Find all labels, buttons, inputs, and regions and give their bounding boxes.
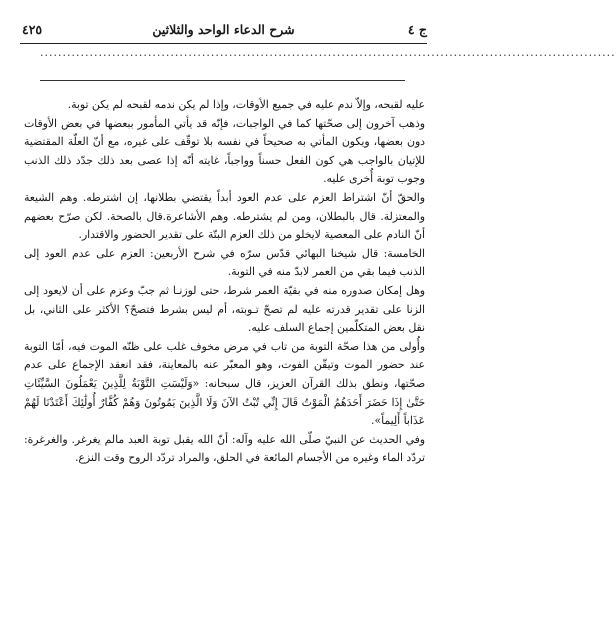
paragraph: وفي الحديث عن النبيّ صلّى الله عليه وآله: أنّ الله يقبل توبة العبد مالم يغرغر. والغرغرة: تردّد الماء وغيره من الأجسام المائعة في الحلق، والمراد تردّد الروح وقت النزع. bbox=[24, 432, 426, 465]
footnote-separator bbox=[40, 80, 405, 81]
paragraph: وهل إمكان صدوره منه في بقيّة العمر شرط، حتى لوزنـا ثم جبّ وعزم على أن لايعود إلى الزنا على تقدير قدرته عليه لم تصحّ تـوبته، أم ليس بشرط فتصحّ؟ الأكثر على الثاني، بل نقل بعض المتكلّمين إجماع السلف عليه. bbox=[24, 283, 425, 335]
body-text bbox=[24, 96, 425, 468]
paragraph: وذهب آخرون إلى صحّتها كما في الواجبات، فإنّه قد يأتي المأمور ببعضها في بعض الأوقات دون بعضها، ويكون المأتي به صحيحاً في نفسه بلا توقّف على غيره، مع أنّ العلّة المقتضية للإتيان بالواجب هي كون الفعل حسناً وواجباً، غايته أنّه إذا عصى بعد ذلك جدّد ذلك الذنب وجوب توبة أُخرى عليه. bbox=[24, 116, 425, 186]
dotted-separator: ................................................................................................................................ bbox=[40, 46, 616, 59]
running-title: شرح الدعاء الواحد والثلاثين bbox=[152, 22, 295, 37]
paragraph: وأُولى من هذا صحّة التوبة من تاب في مرض مخوف غلب على ظنّه الموت فيه، أمّا التوبة عند حضور الموت وتيقّن الفوت، وهو المعبّر عنه بالمعاينة، فقد انعقد الإجماع على عدم صحّتها، ونطق بذلك القرآن العزيز، قال سبحانه: «وَلَيْسَتِ التَّوْبَةُ لِلَّذِينَ يَعْمَلُونَ السَّيِّئَاتِ حَتَّىٰ إِذَا حَضَرَ أَحَدَهُمُ الْمَوْتُ قَالَ إِنِّي تُبْتُ الآنَ وَلَا الَّذِينَ يَمُوتُونَ وَهُمْ كُفَّارٌ أُولَٰئِكَ أَعْتَدْنَا لَهُمْ عَذَاباً أَلِيماً». bbox=[24, 339, 425, 428]
paragraph: الخامسة: قال شيخنا البهائي قدّس سرّه في شرح الأربعين: العزم على عدم العود إلى الذنب فيما بقي من العمر لابدّ منه في التوبة. bbox=[24, 246, 425, 279]
paragraph: والحقّ أنّ اشتراط العزم على عدم العود أبداً يقتضي بطلانها، إن اشترطه. وهم الشيعة والمعتزلة. قال بالبطلان، ومن لم يشترطه. وهم الأشاعرة.قال بالصحة. لكن صرّح بعضهم أنّ النادم على المعصية لايخلو من ذلك العزم البتّة على تقدير الحضور والاقتدار. bbox=[24, 190, 425, 242]
volume-label: ج ٤ bbox=[407, 22, 427, 37]
header-divider bbox=[20, 43, 427, 44]
page-number: ٤٢٥ bbox=[22, 22, 43, 37]
paragraph: عليه لقبحه، وإلاّ ندم عليه في جميع الأوقات، وإذا لم يكن ندمه لقبحه لم يكن توبة. bbox=[67, 98, 425, 111]
